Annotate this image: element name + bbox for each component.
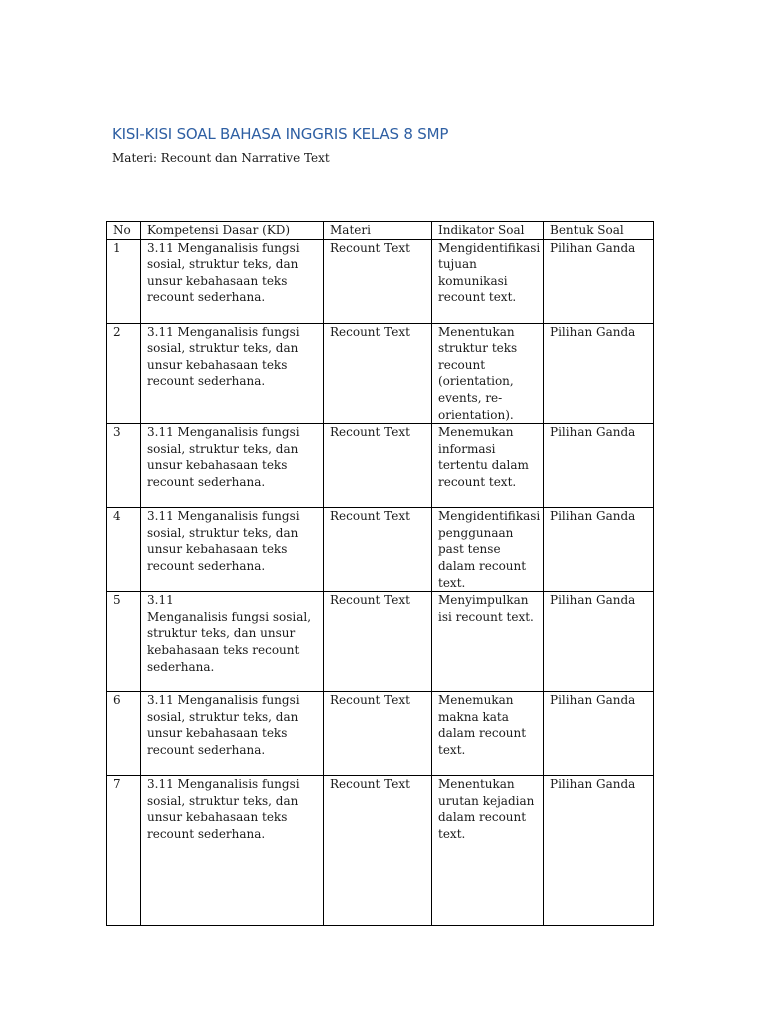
- header-indikator-soal: Indikator Soal: [432, 222, 544, 240]
- cell-kompetensi-dasar: 3.11 Menganalisis fungsi sosial, struktur teks, dan unsur kebahasaan teks recount sederhana.: [141, 424, 324, 508]
- cell-bentuk-soal: Pilihan Ganda: [544, 424, 654, 508]
- table-row: [107, 239, 654, 323]
- table-row: [107, 592, 654, 692]
- cell-bentuk-soal: Pilihan Ganda: [544, 692, 654, 776]
- cell-bentuk-soal: Pilihan Ganda: [544, 776, 654, 926]
- table-row: [107, 508, 654, 592]
- cell-materi: Recount Text: [324, 424, 432, 508]
- document-subtitle: Materi: Recount dan Narrative Text: [112, 151, 330, 165]
- cell-bentuk-soal: Pilihan Ganda: [544, 592, 654, 692]
- cell-materi: Recount Text: [324, 592, 432, 692]
- cell-bentuk-soal: Pilihan Ganda: [544, 508, 654, 592]
- table-row: [107, 692, 654, 776]
- cell-no: 5: [107, 592, 141, 692]
- cell-kompetensi-dasar: 3.11 Menganalisis fungsi sosial, struktur teks, dan unsur kebahasaan teks recount sederhana.: [141, 592, 324, 692]
- table-row: [107, 776, 654, 926]
- cell-indikator-soal: Menemukan informasi tertentu dalam recount text.: [432, 424, 544, 508]
- cell-no: 1: [107, 239, 141, 323]
- kisi-kisi-table: [106, 221, 654, 926]
- cell-no: 6: [107, 692, 141, 776]
- cell-kompetensi-dasar: 3.11 Menganalisis fungsi sosial, struktur teks, dan unsur kebahasaan teks recount sederhana.: [141, 508, 324, 592]
- cell-indikator-soal: Menyimpulkan isi recount text.: [432, 592, 544, 692]
- cell-indikator-soal: Mengidentifikasi penggunaan past tense dalam recount text.: [432, 508, 544, 592]
- header-no: No: [107, 222, 141, 240]
- table-row: [107, 424, 654, 508]
- header-kompetensi-dasar: Kompetensi Dasar (KD): [141, 222, 324, 240]
- header-materi: Materi: [324, 222, 432, 240]
- cell-materi: Recount Text: [324, 692, 432, 776]
- cell-bentuk-soal: Pilihan Ganda: [544, 323, 654, 424]
- cell-indikator-soal: Mengidentifikasi tujuan komunikasi recount text.: [432, 239, 544, 323]
- cell-kompetensi-dasar: 3.11 Menganalisis fungsi sosial, struktur teks, dan unsur kebahasaan teks recount sederhana.: [141, 323, 324, 424]
- document-title: KISI-KISI SOAL BAHASA INGGRIS KELAS 8 SMP: [112, 125, 449, 143]
- cell-materi: Recount Text: [324, 323, 432, 424]
- cell-kompetensi-dasar: 3.11 Menganalisis fungsi sosial, struktur teks, dan unsur kebahasaan teks recount sederhana.: [141, 692, 324, 776]
- cell-kompetensi-dasar: 3.11 Menganalisis fungsi sosial, struktur teks, dan unsur kebahasaan teks recount sederhana.: [141, 239, 324, 323]
- cell-indikator-soal: Menemukan makna kata dalam recount text.: [432, 692, 544, 776]
- cell-materi: Recount Text: [324, 239, 432, 323]
- table-header-row: [107, 222, 654, 240]
- table-row: [107, 323, 654, 424]
- cell-no: 4: [107, 508, 141, 592]
- cell-indikator-soal: Menentukan struktur teks recount (orientation, events, re-orientation).: [432, 323, 544, 424]
- cell-no: 7: [107, 776, 141, 926]
- cell-no: 3: [107, 424, 141, 508]
- cell-kompetensi-dasar: 3.11 Menganalisis fungsi sosial, struktur teks, dan unsur kebahasaan teks recount sederhana.: [141, 776, 324, 926]
- cell-bentuk-soal: Pilihan Ganda: [544, 239, 654, 323]
- header-bentuk-soal: Bentuk Soal: [544, 222, 654, 240]
- cell-materi: Recount Text: [324, 508, 432, 592]
- cell-materi: Recount Text: [324, 776, 432, 926]
- cell-no: 2: [107, 323, 141, 424]
- cell-indikator-soal: Menentukan urutan kejadian dalam recount text.: [432, 776, 544, 926]
